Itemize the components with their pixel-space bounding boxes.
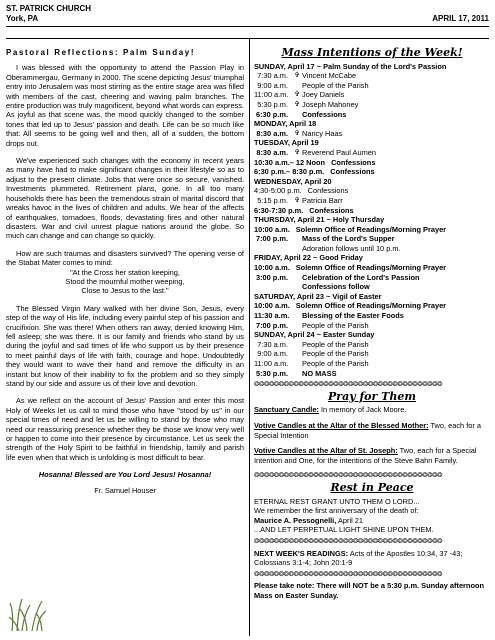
- entry-text: Confessions: [331, 157, 376, 167]
- entry-time: 6:30 p.m.: [255, 109, 288, 119]
- blessed-mother-label: Votive Candles at the Altar of the Blessed Mother:: [254, 420, 429, 430]
- entry-time: 4:30-5:00 p.m.: [254, 186, 302, 196]
- schedule-entry: [254, 110, 490, 120]
- entry-text: Confessions follow: [302, 282, 370, 292]
- sanctuary-candle: [254, 405, 490, 415]
- schedule-entry: [254, 244, 490, 254]
- st-joseph-candles: [254, 446, 490, 465]
- schedule-day: TUESDAY, April 19: [254, 138, 319, 148]
- schedule-entry: [254, 148, 490, 158]
- schedule-entry: [254, 186, 490, 196]
- schedule-entry: [254, 81, 490, 91]
- schedule-entry: [254, 225, 490, 235]
- entry-text: Confessions: [309, 205, 354, 215]
- schedule-day: SUNDAY, April 24 ~ Easter Sunday: [254, 330, 375, 340]
- remembrance-line: We remember the first anniversary of the death of:: [254, 506, 419, 516]
- schedule-entry: [254, 311, 490, 321]
- entry-time: 10:00 a.m.: [254, 263, 290, 273]
- entry-text: Joey Daniels: [302, 90, 345, 100]
- entry-time: 11:00 a.m.: [254, 90, 289, 100]
- blessed-mother-candles: [254, 421, 490, 440]
- schedule-day: SUNDAY, April 17 ~ Palm Sunday of the Lord's Passion: [254, 61, 447, 71]
- schedule-day: WEDNESDAY, April 20: [254, 176, 332, 186]
- entry-text: Confessions: [302, 109, 347, 119]
- entry-text: People of the Parish: [302, 349, 369, 359]
- st-joseph-label: Votive Candles at the Altar of St. Joseph:: [254, 446, 398, 456]
- schedule-entry: [254, 301, 490, 311]
- cross-icon: [292, 311, 302, 321]
- grass-clipart-icon: [8, 595, 48, 631]
- deceased-entry: [254, 516, 490, 526]
- entry-text: Patricia Barr: [302, 195, 343, 205]
- entry-text: Reverend Paul Aumen: [302, 147, 376, 157]
- schedule-entry: [254, 359, 490, 369]
- entry-text: Solemn Office of Readings/Morning Prayer: [295, 301, 447, 311]
- header-rule: [6, 26, 489, 27]
- eternal-rest-line: ETERNAL REST GRANT UNTO THEM O LORD...: [254, 496, 420, 506]
- stabat-mater-verse: [6, 268, 244, 296]
- schedule-entry: [254, 206, 490, 216]
- entry-time: 7:00 p.m.: [255, 234, 288, 244]
- reflection-closing: Hosanna! Blessed are You Lord Jesus! Hosanna!: [38, 470, 212, 480]
- ornament-divider: ❂❂❂❂❂❂❂❂❂❂❂❂❂❂❂❂❂❂❂❂❂❂❂❂❂❂❂❂❂❂❂❂❂❂❂❂❂❂: [254, 570, 442, 578]
- schedule-day: THURSDAY, April 21 ~ Holy Thursday: [254, 215, 385, 225]
- entry-time: 5:15 p.m.: [257, 195, 288, 205]
- schedule-day: FRIDAY, April 22 ~ Good Friday: [254, 253, 363, 263]
- schedule-entry: [254, 129, 490, 139]
- schedule-entry: [254, 196, 490, 206]
- reflection-paragraph: I was blessed with the opportunity to attend the Passion Play in Oberammergau, Germany in 2000. The scene depicting Jesus' triumphal entry into Jerusalem was most stirring as the entire stage area was filled with members of the cast, cheering and waving palm branches. The entire production was truly magnificent, beyond what words can express. As joyful as that scene was, the mood quickly changed to the somber tones that led up to Jesus' passion and death. Life can be so much like that: All seems to be going well and then, all of a sudden, the bottom drops out.: [6, 63, 244, 148]
- entry-text: Blessing of the Easter Foods: [302, 311, 404, 321]
- sanctuary-candle-text: In memory of Jack Moore.: [318, 405, 407, 415]
- cross-icon: ✞: [294, 129, 300, 137]
- reflection-paragraph: We've experienced such changes with the economy in recent years as many have had to make significant changes in their lifestyle so as to adjust to the present climate. Jobs that were once so secure, vanished. Investments plummeted. Retirement plans, gone. In all too many households there has been the tremendous strain of marital discord that wreaks havoc in the lives of children and adults. We hear of the affects of earthquakes, tornadoes, floods, devastating fires and other natural disasters. War and civil unrest plague nations around the globe. So much can change and can change so quickly.: [6, 156, 244, 241]
- church-name: ST. PATRICK CHURCH: [6, 4, 92, 13]
- schedule-entry: [254, 263, 490, 273]
- sanctuary-candle-label: Sanctuary Candle:: [254, 405, 319, 415]
- church-location: York, PA: [6, 14, 39, 23]
- st-joseph-text: Two, each for a Special Intention and One, for the intentions of the Steve Bahn Family.: [254, 446, 477, 465]
- bulletin-date: APRIL 17, 2011: [432, 14, 489, 23]
- schedule-entry: [254, 340, 490, 350]
- entry-time: 7:00 p.m.: [255, 320, 288, 330]
- reflection-paragraph: As we reflect on the account of Jesus' Passion and enter this most Holy of Weeks let us call to mind those who have "stood by us" in our special times of need and let us be willing to stand by those who may need our reassuring presence whether they be those we know very well or happen to come into their presence by circumstance. Let us seek the strength of the Holy Spirit to be faithful in friendship, family and parish life even when that which is unfolding is most difficult to bear.: [6, 396, 244, 462]
- entry-time: 7:30 a.m.: [257, 339, 288, 349]
- entry-time: 11:30 a.m.: [254, 311, 290, 321]
- entry-text: Nancy Haas: [302, 128, 343, 138]
- mass-intentions-heading: Mass Intentions of the Week!: [281, 46, 463, 59]
- schedule-entry: [254, 282, 490, 292]
- schedule-entry: [254, 234, 490, 244]
- schedule-day: MONDAY, April 18: [254, 119, 317, 129]
- entry-text: People of the Parish: [302, 320, 369, 330]
- deceased-name: Maurice A. Pessognelli,: [254, 515, 337, 525]
- cross-icon: [292, 349, 302, 359]
- entry-time: 10:00 a.m.: [254, 224, 290, 234]
- entry-text: NO MASS: [302, 368, 337, 378]
- entry-time: 11:00 a.m.: [254, 359, 289, 368]
- blessed-mother-text: Two, each for a Special Intention: [254, 420, 481, 440]
- entry-text: Confessions: [307, 186, 349, 196]
- entry-text: Solemn Office of Readings/Morning Prayer: [295, 263, 447, 273]
- entry-text: Solemn Office of Readings/Morning Prayer: [295, 224, 447, 234]
- verse-line: "At the Cross her station keeping,: [70, 267, 180, 277]
- entry-text: Joseph Mahoney: [302, 99, 359, 109]
- entry-time: 6:30 p.m.– 8:30 p.m.: [254, 167, 325, 177]
- header-rule-2: [6, 38, 489, 39]
- entry-time: 10:30 a.m.– 12 Noon: [254, 157, 326, 167]
- schedule-entry: [254, 273, 490, 283]
- cross-icon: [292, 234, 302, 244]
- verse-line: Stood the mournful mother weeping,: [65, 276, 185, 286]
- entry-text: Confessions: [330, 167, 375, 177]
- entry-text: Mass of the Lord's Supper: [302, 234, 395, 244]
- schedule-entry: [254, 349, 490, 359]
- entry-time: 7:30 a.m.: [257, 71, 288, 81]
- schedule-entry: [254, 90, 490, 100]
- schedule-entry: [254, 369, 490, 379]
- readings-label: NEXT WEEK'S READINGS:: [254, 548, 349, 558]
- schedule-entry: [254, 100, 490, 110]
- entry-time: 5:30 p.m.: [257, 99, 288, 109]
- cross-icon: ✞: [294, 196, 300, 204]
- entry-text: People of the Parish: [302, 359, 369, 368]
- entry-time: 6:30-7:30 p.m.: [254, 205, 304, 215]
- schedule-entry: [254, 321, 490, 331]
- right-column: [254, 46, 490, 600]
- schedule-entry: [254, 167, 490, 177]
- cross-icon: [292, 110, 302, 120]
- ornament-divider: ❂❂❂❂❂❂❂❂❂❂❂❂❂❂❂❂❂❂❂❂❂❂❂❂❂❂❂❂❂❂❂❂❂❂❂❂❂❂: [254, 537, 442, 545]
- schedule-day: SATURDAY, April 23 ~ Vigil of Easter: [254, 291, 382, 301]
- cross-icon: ✞: [294, 148, 300, 156]
- page-header: [6, 4, 489, 24]
- mass-schedule: [254, 62, 490, 379]
- cross-icon: [292, 359, 302, 369]
- cross-icon: [292, 81, 302, 91]
- entry-text: People of the Parish: [302, 80, 369, 90]
- signature: Fr. Samuel Houser: [94, 485, 156, 495]
- reflection-title: Pastoral Reflections: Palm Sunday!: [6, 48, 196, 57]
- entry-text: Vincent McCabe: [302, 71, 357, 81]
- entry-time: 8:30 a.m.: [256, 128, 288, 138]
- schedule-entry: [254, 71, 490, 81]
- cross-icon: [292, 369, 302, 379]
- cross-icon: ✞: [294, 91, 300, 99]
- cross-icon: ✞: [294, 100, 300, 108]
- reflection-paragraph: How are such traumas and disasters survived? The opening verse of the Stabat Mater comes to mind:: [6, 248, 244, 268]
- entry-time: 9:00 a.m.: [257, 349, 288, 359]
- entry-time: 5:30 p.m.: [255, 368, 288, 378]
- reflection-paragraph: The Blessed Virgin Mary walked with her divine Son, Jesus, every step of the way of His life, including every painful step of his passion and crucifixion. She was there! When others ran away, denied knowing Him, fell asleep; she was there. It is our family and friends who stand by us during the joyful and sad times of life who support us by their presence to meet painful days of life with faith, courage and hope. Undoubtedly they would want to wave their hand and remove the difficulty in an instant but know of their inability to fix the problem and so they simply stand by our side and assure us of their love and devotion.: [6, 303, 244, 388]
- cross-icon: [292, 340, 302, 350]
- entry-text: Adoration follows until 10 p.m.: [302, 243, 401, 253]
- ornament-divider: ❂❂❂❂❂❂❂❂❂❂❂❂❂❂❂❂❂❂❂❂❂❂❂❂❂❂❂❂❂❂❂❂❂❂❂❂❂❂: [254, 381, 442, 389]
- perpetual-light-line: ...AND LET PERPETUAL LIGHT SHINE UPON THEM.: [254, 525, 434, 535]
- cross-icon: [292, 321, 302, 331]
- ornament-divider: ❂❂❂❂❂❂❂❂❂❂❂❂❂❂❂❂❂❂❂❂❂❂❂❂❂❂❂❂❂❂❂❂❂❂❂❂❂❂: [254, 472, 442, 480]
- entry-time: 3:00 p.m.: [255, 272, 288, 282]
- cross-icon: ✞: [294, 72, 300, 80]
- entry-text: Celebration of the Lord's Passion: [302, 272, 420, 282]
- readings-text: Acts of the Apostles 10:34, 37 -43; Colossians 3:1-4; John 20:1-9: [254, 548, 463, 568]
- pastoral-reflection: [6, 48, 244, 503]
- column-divider: [249, 38, 250, 636]
- verse-line: Close to Jesus to the last.": [81, 286, 169, 296]
- entry-time: 9:00 a.m.: [257, 80, 288, 90]
- schedule-entry: [254, 158, 490, 168]
- easter-notice: Please take note: There will NOT be a 5:30 p.m. Sunday afternoon Mass on Easter Sunday.: [254, 581, 484, 600]
- cross-icon: [292, 273, 302, 283]
- entry-time: 8:30 a.m.: [256, 147, 288, 157]
- entry-text: People of the Parish: [302, 339, 369, 349]
- pray-for-them-heading: Pray for Them: [328, 389, 416, 403]
- deceased-date: April 21: [336, 515, 364, 525]
- rest-in-peace-heading: Rest in Peace: [330, 480, 414, 494]
- entry-time: 10:00 a.m.: [254, 301, 290, 311]
- next-week-readings: [254, 549, 490, 568]
